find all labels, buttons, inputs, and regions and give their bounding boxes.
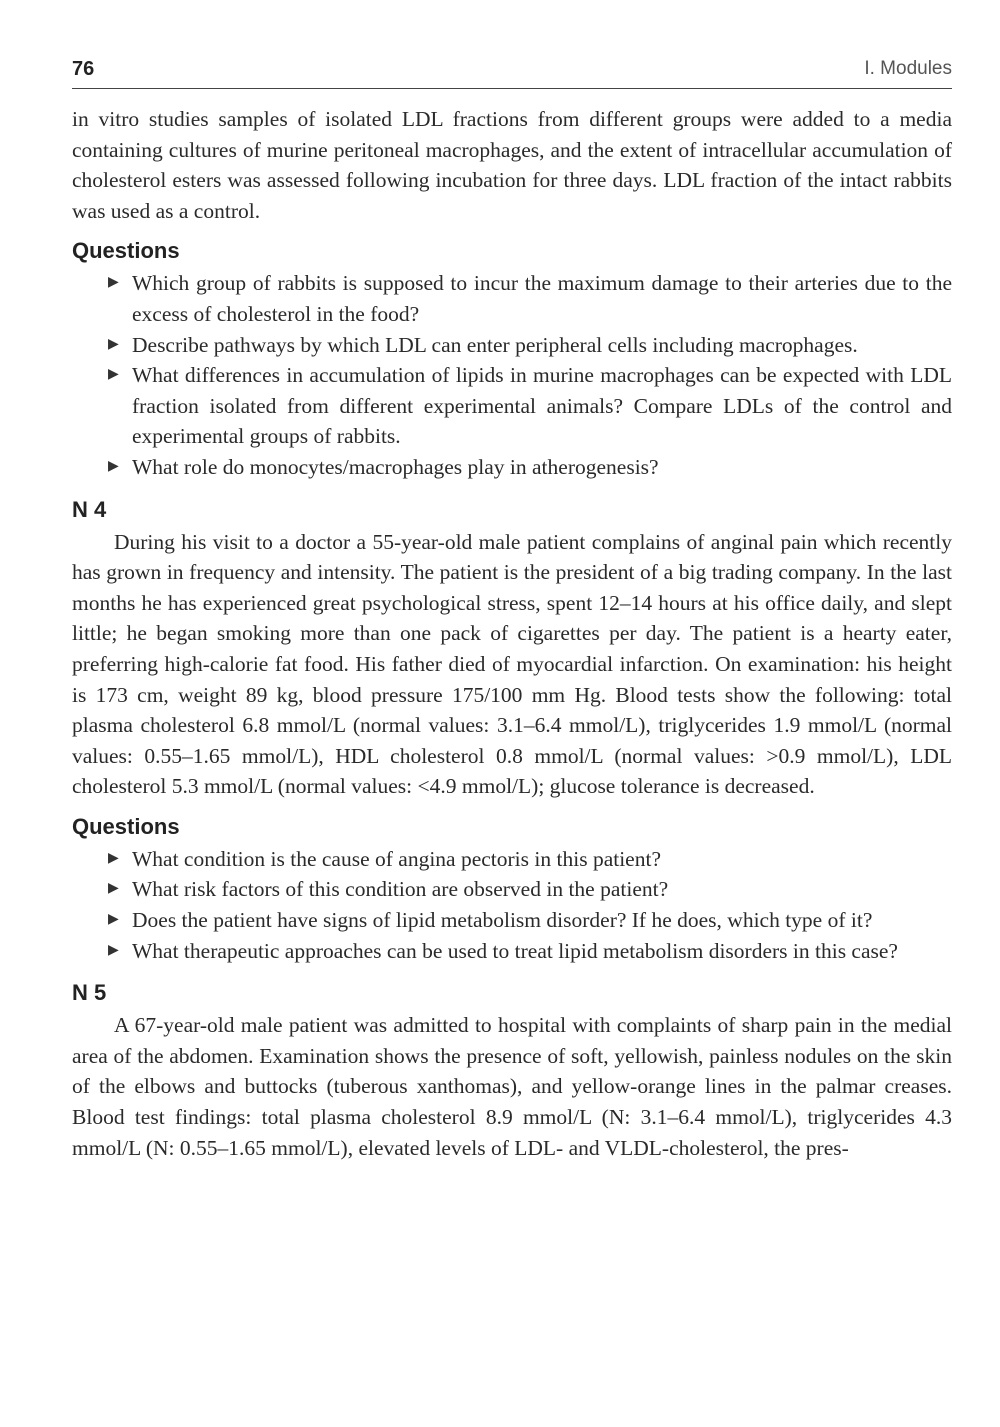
question-item: ▶ What therapeutic approaches can be used to treat lipid metabolism disorders in this case? [132, 936, 952, 967]
page-number: 76 [72, 58, 95, 80]
bullet-icon: ▶ [108, 458, 119, 474]
bullet-icon: ▶ [108, 275, 119, 291]
case-text-n5: A 67-year-old male patient was admitted to hospital with complaints of sharp pain in the medial area of the abdomen. Examination shows the presence of soft, yellowish, painless nodules on the skin of the elbows and buttocks (tuberous xanthomas), and yellow-orange lines in the palmar creases. Blood test findings: total plasma cholesterol 8.9 mmol/L (N: 3.1–6.4 mmol/L), triglycerides 4.3 mmol/L (N: 0.55–1.65 mmol/L), elevated levels of LDL- and VLDL-cholesterol, the pres- [72, 1013, 952, 1160]
question-item: ▶ What differences in accumulation of lipids in murine macrophages can be expected with LDL fraction isolated from different experimental animals? Compare LDLs of the control and experimental groups of rabbits. [132, 360, 952, 452]
question-item: ▶ Which group of rabbits is supposed to incur the maximum damage to their arteries due to the excess of cholesterol in the food? [132, 268, 952, 329]
question-item: ▶ What risk factors of this condition are observed in the patient? [132, 874, 952, 905]
questions-list [72, 268, 952, 482]
question-item: ▶ What condition is the cause of angina pectoris in this patient? [132, 844, 952, 875]
bullet-icon: ▶ [108, 367, 119, 383]
questions-heading: Questions [72, 813, 180, 839]
question-item: ▶ Describe pathways by which LDL can enter peripheral cells including macrophages. [132, 330, 952, 361]
case-heading-n4: N 4 [72, 496, 107, 522]
page-content [72, 104, 952, 1163]
question-item: ▶ What role do monocytes/macrophages play in atherogenesis? [132, 452, 952, 483]
bullet-icon: ▶ [108, 850, 119, 866]
bullet-icon: ▶ [108, 912, 119, 928]
question-item: ▶ Does the patient have signs of lipid metabolism disorder? If he does, which type of it? [132, 905, 952, 936]
questions-list [72, 844, 952, 966]
bullet-icon: ▶ [108, 881, 119, 897]
case-heading-n5: N 5 [72, 980, 107, 1006]
running-head: I. Modules [864, 58, 952, 79]
questions-heading: Questions [72, 238, 180, 264]
intro-paragraph: in vitro studies samples of isolated LDL fractions from different groups were added to a media containing cultures of murine peritoneal macrophages, and the extent of intracellular accumulation of cholesterol esters was assessed following incubation for three days. LDL fraction of the intact rabbits was used as a control. [72, 107, 952, 223]
bullet-icon: ▶ [108, 942, 119, 958]
bullet-icon: ▶ [108, 336, 119, 352]
page-header [72, 52, 952, 89]
case-text-n4: During his visit to a doctor a 55-year-old male patient complains of anginal pain which recently has grown in frequency and intensity. The patient is the president of a big trading company. In the last months he has experienced great psychological stress, spent 12–14 hours at his office daily, and slept little; he began smoking more than one pack of cigarettes per day. The patient is a hearty eater, preferring high-calorie fat food. His father died of myocardial infarction. On examination: his height is 173 cm, weight 89 kg, blood pressure 175/100 mm Hg. Blood tests show the following: total plasma cholesterol 6.8 mmol/L (normal values: 3.1–6.4 mmol/L), triglycerides 1.9 mmol/L (normal values: 0.55–1.65 mmol/L), HDL cholesterol 0.8 mmol/L (normal values: >0.9 mmol/L), LDL cholesterol 5.3 mmol/L (normal values: <4.9 mmol/L); glucose tolerance is decreased. [72, 529, 952, 799]
